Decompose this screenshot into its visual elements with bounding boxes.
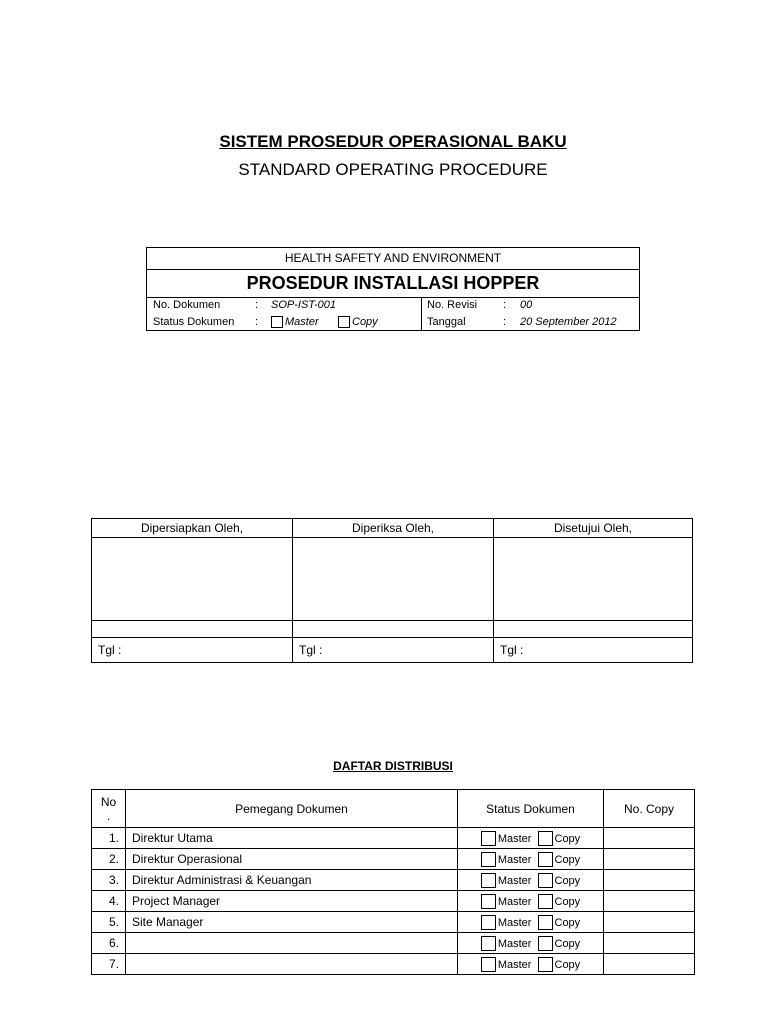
row-holder: Direktur Administrasi & Keuangan xyxy=(126,870,458,891)
checked-signature-area[interactable] xyxy=(293,538,494,621)
prepared-by-header: Dipersiapkan Oleh, xyxy=(92,519,293,538)
table-row xyxy=(92,891,695,912)
status-header: Status Dokumen xyxy=(458,790,604,828)
row-holder xyxy=(126,933,458,954)
table-row xyxy=(92,849,695,870)
prepared-name-field[interactable] xyxy=(92,621,293,638)
signature-table xyxy=(91,518,693,663)
row-copy-label: Copy xyxy=(554,937,581,950)
row-copy-no[interactable] xyxy=(604,828,695,849)
row-status xyxy=(458,849,604,870)
procedure-title: PROSEDUR INSTALLASI HOPPER xyxy=(147,269,639,298)
status-colon: : xyxy=(255,316,259,328)
distribution-title: DAFTAR DISTRIBUSI xyxy=(333,759,453,773)
row-copy-label: Copy xyxy=(554,874,581,887)
row-master-label: Master xyxy=(497,937,532,950)
approved-date[interactable]: Tgl : xyxy=(494,638,693,663)
row-master-checkbox[interactable] xyxy=(481,936,496,951)
checked-by-header: Diperiksa Oleh, xyxy=(293,519,494,538)
revision-label: No. Revisi xyxy=(427,299,478,311)
doc-no-colon: : xyxy=(255,299,259,311)
row-master-label: Master xyxy=(497,958,532,971)
row-status xyxy=(458,933,604,954)
row-number: 2. xyxy=(92,849,126,870)
row-status xyxy=(458,954,604,975)
row-holder xyxy=(126,954,458,975)
distribution-table xyxy=(91,789,695,975)
department-label: HEALTH SAFETY AND ENVIRONMENT xyxy=(147,248,639,270)
row-copy-no[interactable] xyxy=(604,849,695,870)
row-copy-label: Copy xyxy=(554,958,581,971)
row-number: 3. xyxy=(92,870,126,891)
row-master-label: Master xyxy=(497,895,532,908)
row-copy-checkbox[interactable] xyxy=(538,894,553,909)
row-copy-checkbox[interactable] xyxy=(538,915,553,930)
row-copy-label: Copy xyxy=(554,916,581,929)
row-master-checkbox[interactable] xyxy=(481,873,496,888)
no-header: No . xyxy=(92,790,126,828)
date-label: Tanggal xyxy=(427,316,466,328)
row-copy-checkbox[interactable] xyxy=(538,873,553,888)
row-copy-checkbox[interactable] xyxy=(538,957,553,972)
table-row xyxy=(92,954,695,975)
row-status xyxy=(458,828,604,849)
revision-colon: : xyxy=(503,299,507,311)
row-master-checkbox[interactable] xyxy=(481,957,496,972)
master-checkbox[interactable] xyxy=(271,316,283,328)
row-status xyxy=(458,870,604,891)
row-copy-checkbox[interactable] xyxy=(538,936,553,951)
row-master-label: Master xyxy=(497,832,532,845)
checked-name-field[interactable] xyxy=(293,621,494,638)
row-copy-no[interactable] xyxy=(604,870,695,891)
document-subtitle: STANDARD OPERATING PROCEDURE xyxy=(238,160,548,179)
row-copy-label: Copy xyxy=(554,853,581,866)
approved-signature-area[interactable] xyxy=(494,538,693,621)
prepared-date[interactable]: Tgl : xyxy=(92,638,293,663)
prepared-signature-area[interactable] xyxy=(92,538,293,621)
status-label: Status Dokumen xyxy=(153,316,235,328)
table-row xyxy=(92,870,695,891)
row-master-label: Master xyxy=(497,916,532,929)
row-copy-no[interactable] xyxy=(604,891,695,912)
row-holder: Direktur Utama xyxy=(126,828,458,849)
checked-date[interactable]: Tgl : xyxy=(293,638,494,663)
row-holder: Project Manager xyxy=(126,891,458,912)
date-value: 20 September 2012 xyxy=(520,316,617,328)
status-master-option[interactable]: Master xyxy=(271,315,319,329)
table-row xyxy=(92,933,695,954)
table-row xyxy=(92,828,695,849)
row-holder: Direktur Operasional xyxy=(126,849,458,870)
row-master-checkbox[interactable] xyxy=(481,852,496,867)
holder-header: Pemegang Dokumen xyxy=(126,790,458,828)
doc-no-value: SOP-IST-001 xyxy=(271,299,337,311)
row-copy-label: Copy xyxy=(554,832,581,845)
row-copy-no[interactable] xyxy=(604,933,695,954)
date-colon: : xyxy=(503,316,507,328)
copy-no-header: No. Copy xyxy=(604,790,695,828)
document-title: SISTEM PROSEDUR OPERASIONAL BAKU xyxy=(219,132,567,151)
document-info-box xyxy=(146,247,640,331)
revision-value: 00 xyxy=(520,299,533,311)
copy-checkbox[interactable] xyxy=(338,316,350,328)
row-copy-no[interactable] xyxy=(604,954,695,975)
approved-name-field[interactable] xyxy=(494,621,693,638)
row-number: 7. xyxy=(92,954,126,975)
row-master-label: Master xyxy=(497,874,532,887)
row-number: 5. xyxy=(92,912,126,933)
doc-no-label: No. Dokumen xyxy=(153,299,221,311)
row-holder: Site Manager xyxy=(126,912,458,933)
row-status xyxy=(458,912,604,933)
row-copy-checkbox[interactable] xyxy=(538,852,553,867)
row-status xyxy=(458,891,604,912)
row-master-checkbox[interactable] xyxy=(481,831,496,846)
info-divider xyxy=(421,297,422,331)
table-row xyxy=(92,912,695,933)
row-copy-label: Copy xyxy=(554,895,581,908)
row-master-checkbox[interactable] xyxy=(481,915,496,930)
row-number: 4. xyxy=(92,891,126,912)
row-copy-checkbox[interactable] xyxy=(538,831,553,846)
row-master-label: Master xyxy=(497,853,532,866)
status-copy-option[interactable]: Copy xyxy=(338,315,378,329)
row-copy-no[interactable] xyxy=(604,912,695,933)
row-master-checkbox[interactable] xyxy=(481,894,496,909)
row-number: 1. xyxy=(92,828,126,849)
approved-by-header: Disetujui Oleh, xyxy=(494,519,693,538)
row-number: 6. xyxy=(92,933,126,954)
